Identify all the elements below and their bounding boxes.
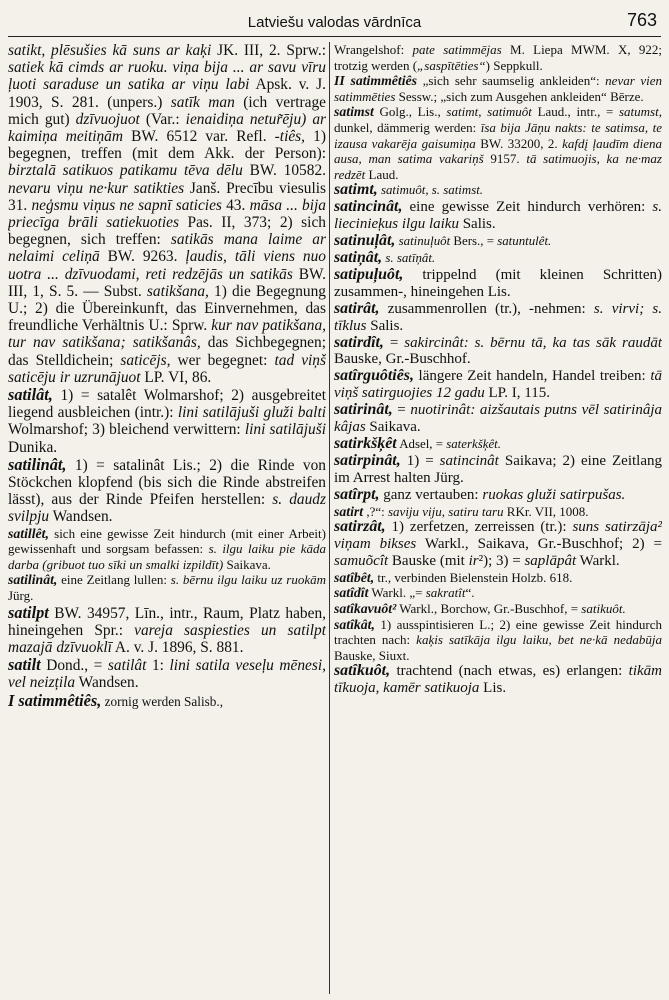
- entry-text: Warkl. „=: [368, 585, 426, 601]
- entry-headword: satilât,: [8, 385, 53, 405]
- dictionary-entry: [334, 519, 662, 570]
- entry-text: ļaudis, tāli viens nuo uotra ... dzīvuodami, reti redzējās un satikās: [8, 248, 326, 283]
- entry-text: nevar vien satimmēties: [334, 73, 662, 104]
- page-header: [8, 6, 661, 37]
- entry-text: „sich sehr saumselig ankleiden“:: [417, 73, 606, 89]
- dictionary-entry: [8, 386, 326, 456]
- entry-headword: satîkât,: [334, 616, 375, 632]
- entry-headword: II satimmêtiês: [334, 73, 418, 89]
- entry-text: 1) = satalinât Lis.; 2) die Rinde von Stöckchen klopfend (bis sich die Rinde abstreifen lässt), aus der Rinde Pfeifen herstellen:: [8, 456, 326, 509]
- entry-text: lini satilājuši: [244, 421, 326, 439]
- entry-text: (ich vertrage mich gut): [8, 93, 326, 128]
- dictionary-entry: [334, 663, 662, 697]
- entry-text: satiek kā cimds ar ruoku. viņa bija ... ar savu vīru ļuoti saraduse un satika ar viņu labi: [8, 59, 326, 94]
- entry-text: 1) ausspintisieren L.; 2) eine gewisse Zeit hindurch trachten nach:: [334, 616, 662, 648]
- entry-text: s. daudz svilpju: [8, 491, 326, 526]
- dictionary-entry: [334, 335, 662, 369]
- entry-text: M. Liepa MWM. X, 922; trotzig werden (: [334, 42, 662, 73]
- entry-text: -tiês,: [274, 128, 306, 146]
- entry-text: „saspītēties“: [417, 57, 486, 73]
- entry-text: ) Seppkull.: [485, 57, 543, 73]
- dictionary-entry: [334, 585, 662, 601]
- entry-headword: satinuļât,: [334, 232, 396, 250]
- dictionary-entry: [334, 233, 662, 250]
- entry-text: s. liecinie̦kus ilgu laiku: [334, 199, 662, 233]
- entry-text: satinuļuôt: [395, 234, 451, 249]
- entry-text: satumst,: [619, 104, 662, 120]
- left-column: [8, 42, 326, 996]
- entry-text: (Var.:: [139, 110, 186, 128]
- entry-headword: satimst: [334, 104, 374, 120]
- dictionary-entry: [334, 42, 662, 73]
- entry-text: s. virvi; s. tīklus: [334, 300, 662, 334]
- entry-text: ir: [468, 552, 479, 569]
- entry-text: māsa ... bija priecīga brāli satiekuoties: [8, 196, 326, 232]
- entry-text: Wrangelshof:: [334, 42, 413, 57]
- dictionary-entry: [334, 453, 662, 487]
- entry-text: s. bērnu ilgu laiku uz ruokām: [170, 572, 326, 588]
- entry-headword: satilpt: [8, 602, 49, 622]
- entry-text: ruokas gluži satirpušas.: [482, 486, 626, 503]
- entry-headword: satirpinât,: [334, 451, 401, 469]
- entry-headword: satirzât,: [334, 518, 386, 536]
- entry-text: Jürg.: [8, 588, 34, 604]
- entry-text: 43.: [221, 196, 250, 214]
- dictionary-entry: [334, 104, 662, 182]
- entry-headword: satipuļuôt,: [334, 265, 404, 283]
- entry-text: satikuôt.: [581, 601, 626, 617]
- entry-headword: satilinât,: [8, 572, 58, 588]
- entry-text: Wandsen.: [49, 508, 113, 526]
- entry-text: zornig werden Salisb.,: [101, 693, 223, 709]
- entry-text: kaķis satīkāja ilgu laiku, bet ne·kā nedabūja: [416, 632, 662, 648]
- entry-text: wer begegnet:: [170, 351, 275, 369]
- dictionary-entry: [8, 572, 326, 603]
- entry-text: sich eine gewisse Zeit hindurch (mit einer Arbeit) gewissenhaft und sorgsam befassen:: [8, 525, 326, 557]
- entry-text: Saikava.: [365, 419, 421, 436]
- entry-text: Wandsen.: [75, 674, 139, 692]
- entry-text: längere Zeit handeln, Handel treiben:: [413, 368, 651, 385]
- dictionary-entry: [334, 617, 662, 664]
- entry-text: satīk man: [170, 93, 235, 111]
- entry-text: tr., verbinden Bielenstein Holzb. 618.: [374, 569, 573, 585]
- entry-text: RKr. VII, 1008.: [503, 503, 589, 519]
- entry-text: tikām tīkuoja, kamēr satikuoja: [334, 663, 662, 697]
- entry-text: Bers., =: [450, 234, 498, 249]
- entry-text: trachtend (nach etwas, es) erlangen:: [390, 663, 629, 680]
- entry-text: tā viņš satirguojies 12 gadu: [334, 368, 662, 402]
- dictionary-entry: [8, 526, 326, 573]
- entry-text: satuntulêt.: [497, 234, 552, 249]
- entry-text: Saikava; 2) eine Zeitlang im Arrest halten Jürg.: [334, 452, 662, 486]
- entry-text: birztalā satikuos patikamu tēva dēlu: [8, 162, 243, 180]
- entry-text: Sessw.; „sich zum Ausgehen ankleiden“ Bērze.: [395, 88, 644, 104]
- entry-text: 1) begegnen, treffen (mit dem Akk. der Person):: [8, 128, 326, 163]
- entry-text: zusammenrollen (tr.), -nehmen:: [379, 300, 594, 317]
- entry-headword: satilt: [8, 655, 41, 675]
- entry-text: s. satīņât.: [382, 250, 436, 265]
- entry-text: Warkl.: [576, 552, 620, 569]
- entry-text: sakratît: [425, 585, 466, 601]
- entry-text: 1) =: [400, 452, 440, 469]
- dictionary-entry: [8, 42, 326, 386]
- entry-text: =: [392, 402, 411, 419]
- entry-text: trippelnd (mit kleinen Schritten) zusammen-, hineingehen Lis.: [334, 266, 662, 300]
- entry-text: 1) zerfetzen, zerreissen (tr.):: [385, 519, 573, 536]
- entry-text: lini satilājuši gluži balti: [177, 404, 326, 422]
- dictionary-entry: [334, 601, 662, 617]
- entry-text: nuotirinât: aizšautais putns vēl satirinâja kâjas: [334, 402, 662, 436]
- entry-headword: satincinât,: [334, 198, 403, 216]
- entry-text: Lis.: [479, 680, 507, 697]
- entry-text: Saikava.: [223, 556, 271, 572]
- entry-text: =: [383, 334, 405, 351]
- entry-headword: satirinât,: [334, 401, 393, 419]
- entry-headword: satiņât,: [334, 248, 383, 266]
- entry-headword: satirdît,: [334, 333, 384, 351]
- entry-text: Bauske, Siuxt.: [334, 647, 410, 663]
- entry-headword: satilinât,: [8, 454, 67, 474]
- dictionary-entry: [334, 402, 662, 436]
- dictionary-entry: [334, 301, 662, 335]
- dictionary-entry: [334, 73, 662, 104]
- entry-text: satikt, plēsušies kā suns ar kaķi: [8, 42, 212, 59]
- entry-text: sakircinât: s. bērnu tā, ka tas sāk raudāt: [404, 334, 662, 351]
- entry-headword: satîkuôt,: [334, 662, 391, 680]
- entry-headword: satîbêt,: [334, 569, 375, 585]
- entry-text: ganz vertauben:: [379, 486, 483, 503]
- entry-text: Apsk. v. J. 1903, S. 281. (unpers.): [8, 76, 326, 111]
- entry-text: satimuôt, s. satimst.: [377, 183, 484, 198]
- dictionary-entry: [8, 456, 326, 526]
- entry-text: Pas. II, 373; 2) sich begegnen, sich treffen:: [8, 214, 326, 249]
- entry-text: eine Zeitlang lullen:: [57, 572, 171, 588]
- entry-headword: satirât,: [334, 299, 380, 317]
- dictionary-entry: [8, 692, 326, 710]
- entry-text: BW. 10582.: [242, 162, 326, 180]
- entry-text: LP. I, 115.: [484, 385, 550, 402]
- right-column: [334, 42, 662, 996]
- entry-text: saviju viju, satiru taru: [387, 503, 504, 519]
- dictionary-entry: [334, 182, 662, 199]
- entry-text: Bauske (mit: [388, 552, 469, 569]
- entry-text: Laud., intr., =: [531, 104, 619, 120]
- entry-text: BW. 33200, 2.: [475, 135, 563, 151]
- entry-text: 9157.: [483, 151, 527, 167]
- dictionary-entry: [334, 487, 662, 504]
- entry-text: Warkl., Borchow, Gr.-Buschhof, =: [396, 601, 582, 617]
- entry-text: Laud.: [365, 166, 399, 182]
- entry-text: Dunika.: [8, 438, 58, 456]
- column-divider: [329, 42, 330, 994]
- dictionary-entry: [334, 436, 662, 453]
- entry-headword: satirt: [334, 503, 364, 519]
- entry-text: kur nav patikšana, tur nav satikšana; satikšanâs,: [8, 317, 326, 352]
- entry-text: Bauske, Gr.-Buschhof.: [334, 351, 471, 368]
- entry-text: das Sichbegegnen; das Stelldichein;: [8, 334, 326, 369]
- entry-text: 1:: [146, 657, 170, 675]
- running-title: Latviešu valodas vārdnīca: [247, 14, 422, 31]
- entry-text: dunkel, dämmerig werden:: [334, 119, 481, 135]
- entry-text: 1) = satalêt Wolmarshof; 2) ausgebreitet liegend ausbleichen (intr.):: [8, 387, 326, 422]
- entry-text: ²); 3) =: [478, 552, 525, 569]
- entry-text: tā satimuojis, ka ne·maz redzēt: [334, 151, 662, 182]
- entry-headword: satîdît: [334, 585, 369, 601]
- entry-text: BW. 9263.: [99, 248, 186, 266]
- entry-text: ,?“:: [363, 503, 388, 519]
- entry-text: Janš. Precību viesulis 31.: [8, 179, 326, 214]
- entry-text: vareja saspiesties un satilpt mazajā dzīvuoklī: [8, 621, 326, 657]
- dictionary-entry: [334, 199, 662, 233]
- entry-text: eine gewisse Zeit hindurch verhören:: [402, 199, 653, 216]
- entry-headword: satîrguôtiês,: [334, 367, 414, 385]
- entry-text: neģsmu viņus ne sapnī saticies: [31, 196, 222, 214]
- entry-text: Salis.: [366, 317, 404, 334]
- dictionary-entry: [8, 656, 326, 691]
- entry-text: lini satila veseļu mēnesi, vel neizțila: [8, 657, 326, 692]
- entry-text: satikšana,: [146, 282, 209, 300]
- entry-text: satikās mana laime ar nelaimi celiņā: [8, 231, 326, 266]
- entry-text: Dond., =: [40, 657, 108, 675]
- entry-headword: satillêt,: [8, 525, 49, 541]
- entry-text: Adsel, =: [396, 436, 447, 451]
- dictionary-entry: [334, 570, 662, 586]
- entry-text: satimt, satimuôt: [446, 104, 532, 120]
- entry-text: A. v. J. 1896, S. 881.: [111, 639, 244, 657]
- entry-headword: satirkšķêt: [334, 434, 397, 452]
- entry-text: dzīvuojuot: [75, 110, 140, 128]
- dictionary-entry: [334, 250, 662, 267]
- entry-text: saticējs,: [120, 351, 171, 369]
- entry-text: saplāpât: [524, 552, 577, 569]
- entry-text: 1) die Begegnung U.; 2) die Übereinkunft, das Einvernehmen, das freundliche Verhältnis U.: Sprw.: [8, 282, 326, 335]
- dictionary-entry: [334, 504, 662, 520]
- entry-text: pate satimmējas: [412, 42, 502, 57]
- entry-text: Golg., Lis.,: [373, 104, 447, 120]
- entry-text: JK. III, 2. Sprw.:: [211, 42, 326, 59]
- entry-text: s. ilgu laiku pie kāda darba (gribuot tuo sīki un smalki izpildīt): [8, 541, 326, 572]
- dictionary-entry: [334, 267, 662, 301]
- entry-text: satincinât: [439, 452, 499, 469]
- page-number: 763: [626, 10, 657, 30]
- entry-text: BW. 34957, Līn., intr., Raum, Platz haben, hineingehen Spr.:: [8, 604, 326, 639]
- entry-text: satilât: [107, 657, 147, 675]
- entry-text: ienaidiņa netur̃ēju) ar kaimiņa meitiņām: [8, 110, 326, 146]
- entry-text: Wolmarshof; 3) bleichend verwittern:: [8, 421, 245, 439]
- entry-text: Warkl., Saikava, Gr.-Buschhof; 2) =: [416, 536, 662, 553]
- dictionary-entry: [334, 368, 662, 402]
- entry-text: “.: [465, 585, 475, 601]
- entry-text: BW. 6512 var. Refl.: [123, 128, 275, 146]
- entry-text: kafdį ļaudīm diena ausa, man satima vakariņš: [334, 135, 662, 167]
- entry-text: LP. VI, 86.: [140, 368, 212, 386]
- entry-headword: satîkavuôt²: [334, 601, 397, 617]
- entry-text: Salis.: [458, 216, 496, 233]
- entry-text: tad viņš saticēju ir uzrunājuot: [8, 351, 326, 386]
- entry-text: saterkšķêt.: [446, 436, 501, 451]
- entry-headword: I satimmêtiês,: [8, 690, 102, 710]
- entry-text: īsa bija Jāņu nakts: te satimsa, te izausa vakarēja gaisumiņa: [334, 119, 662, 151]
- entry-text: nevaru viņu ne·kur satikties: [8, 179, 185, 197]
- entry-text: samuõcît: [334, 552, 389, 569]
- entry-headword: satimt,: [334, 181, 378, 199]
- entry-text: BW. III, 1, S. 5. — Subst.: [8, 265, 326, 300]
- entry-text: suns satirzāja² viņam bikses: [334, 519, 662, 553]
- dictionary-entry: [8, 604, 326, 657]
- entry-headword: satîrpt,: [334, 485, 380, 503]
